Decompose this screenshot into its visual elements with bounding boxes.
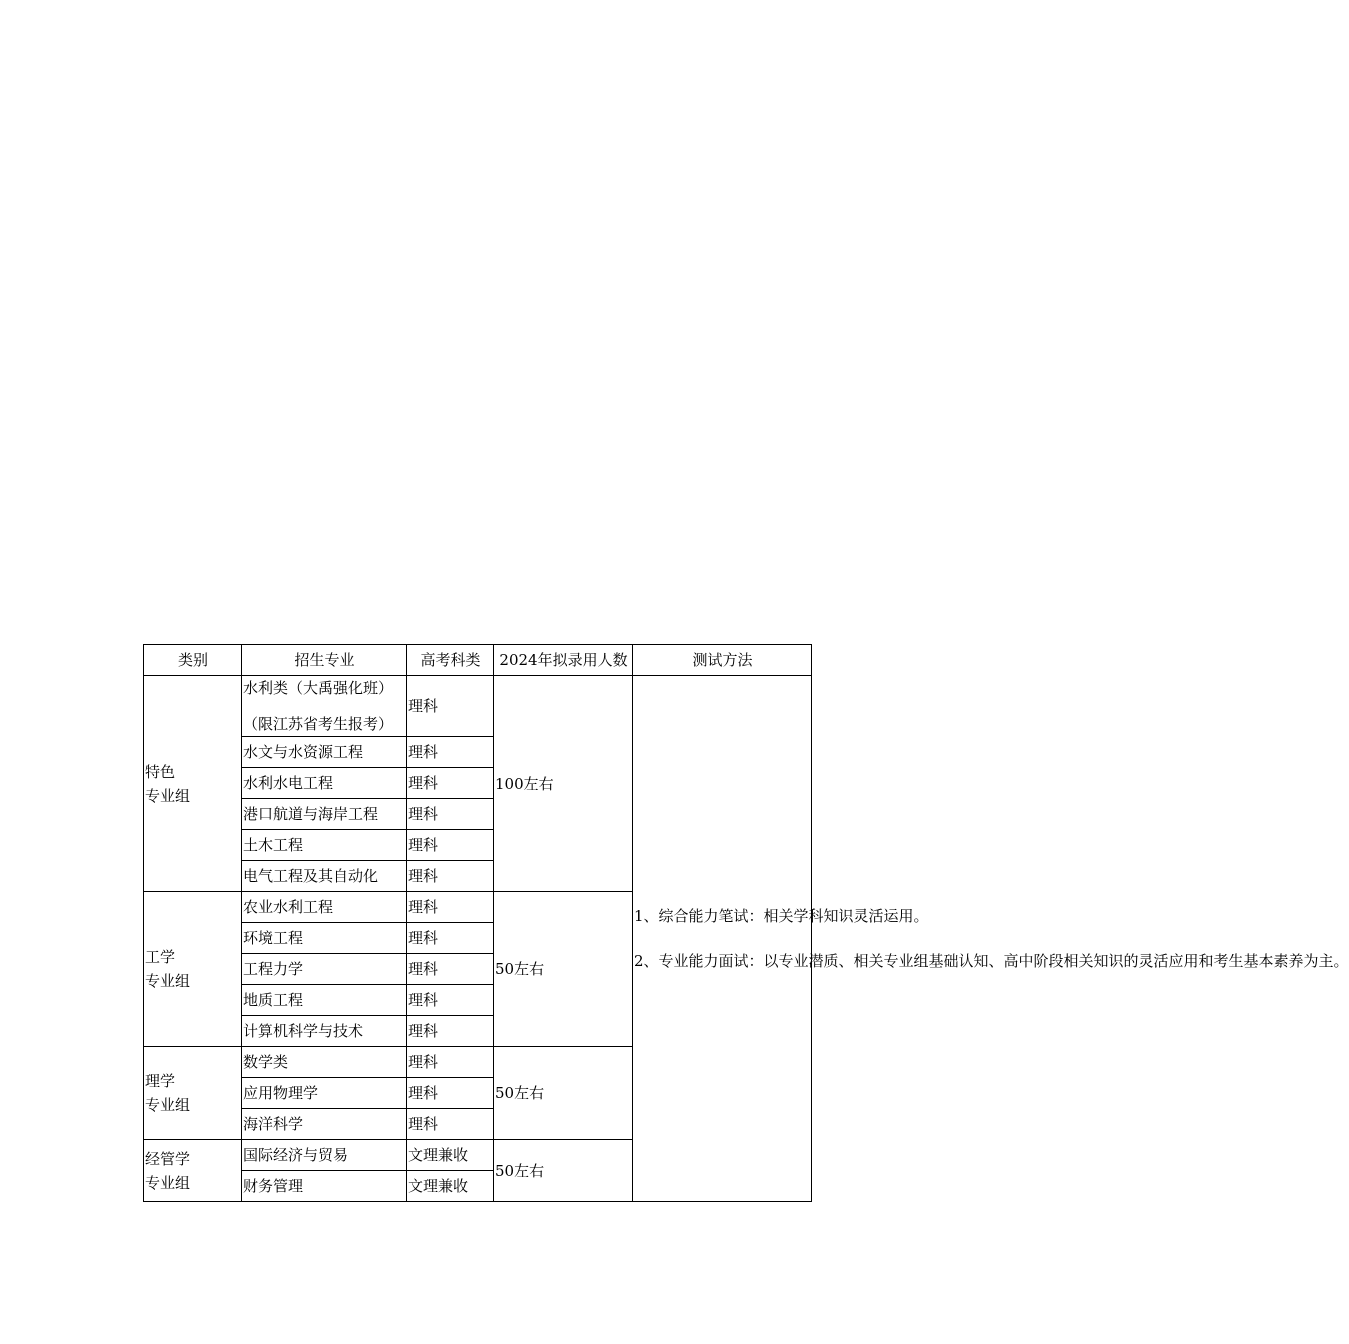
major-cell: 土木工程 [242, 830, 407, 861]
subject-cell: 理科 [407, 737, 494, 768]
header-category: 类别 [144, 645, 242, 676]
subject-cell: 理科 [407, 676, 494, 737]
major-cell: 工程力学 [242, 954, 407, 985]
table-row [144, 676, 812, 737]
subject-cell: 理科 [407, 985, 494, 1016]
category-cell: 工学 专业组 [144, 892, 242, 1047]
header-subject: 高考科类 [407, 645, 494, 676]
major-cell: 数学类 [242, 1047, 407, 1078]
subject-cell: 理科 [407, 768, 494, 799]
subject-cell: 文理兼收 [407, 1140, 494, 1171]
major-cell: 水利类（大禹强化班） （限江苏省考生报考） [242, 676, 407, 737]
major-cell: 水文与水资源工程 [242, 737, 407, 768]
major-cell: 财务管理 [242, 1171, 407, 1202]
test-method-cell: 1、综合能力笔试：相关学科知识灵活运用。 2、专业能力面试：以专业潜质、相关专业组基础认知、高中阶段相关知识的灵活应用和考生基本素养为主。 [633, 676, 812, 1202]
subject-cell: 理科 [407, 799, 494, 830]
quota-cell: 100左右 [494, 676, 633, 892]
header-major: 招生专业 [242, 645, 407, 676]
major-cell: 计算机科学与技术 [242, 1016, 407, 1047]
subject-cell: 理科 [407, 1047, 494, 1078]
header-quota: 2024年拟录用人数 [494, 645, 633, 676]
major-cell: 应用物理学 [242, 1078, 407, 1109]
major-cell: 国际经济与贸易 [242, 1140, 407, 1171]
major-cell: 环境工程 [242, 923, 407, 954]
category-cell: 经管学 专业组 [144, 1140, 242, 1202]
subject-cell: 理科 [407, 1078, 494, 1109]
subject-cell: 理科 [407, 892, 494, 923]
admission-table [143, 644, 1349, 1202]
major-cell: 港口航道与海岸工程 [242, 799, 407, 830]
subject-cell: 理科 [407, 1016, 494, 1047]
subject-cell: 文理兼收 [407, 1171, 494, 1202]
major-cell: 海洋科学 [242, 1109, 407, 1140]
subject-cell: 理科 [407, 861, 494, 892]
subject-cell: 理科 [407, 923, 494, 954]
table-header-row [144, 645, 812, 676]
subject-cell: 理科 [407, 1109, 494, 1140]
quota-cell: 50左右 [494, 1140, 633, 1202]
category-cell: 特色 专业组 [144, 676, 242, 892]
header-test-method: 测试方法 [633, 645, 812, 676]
major-cell: 电气工程及其自动化 [242, 861, 407, 892]
major-cell: 农业水利工程 [242, 892, 407, 923]
quota-cell: 50左右 [494, 1047, 633, 1140]
major-cell: 地质工程 [242, 985, 407, 1016]
major-cell: 水利水电工程 [242, 768, 407, 799]
category-cell: 理学 专业组 [144, 1047, 242, 1140]
quota-cell: 50左右 [494, 892, 633, 1047]
subject-cell: 理科 [407, 954, 494, 985]
subject-cell: 理科 [407, 830, 494, 861]
